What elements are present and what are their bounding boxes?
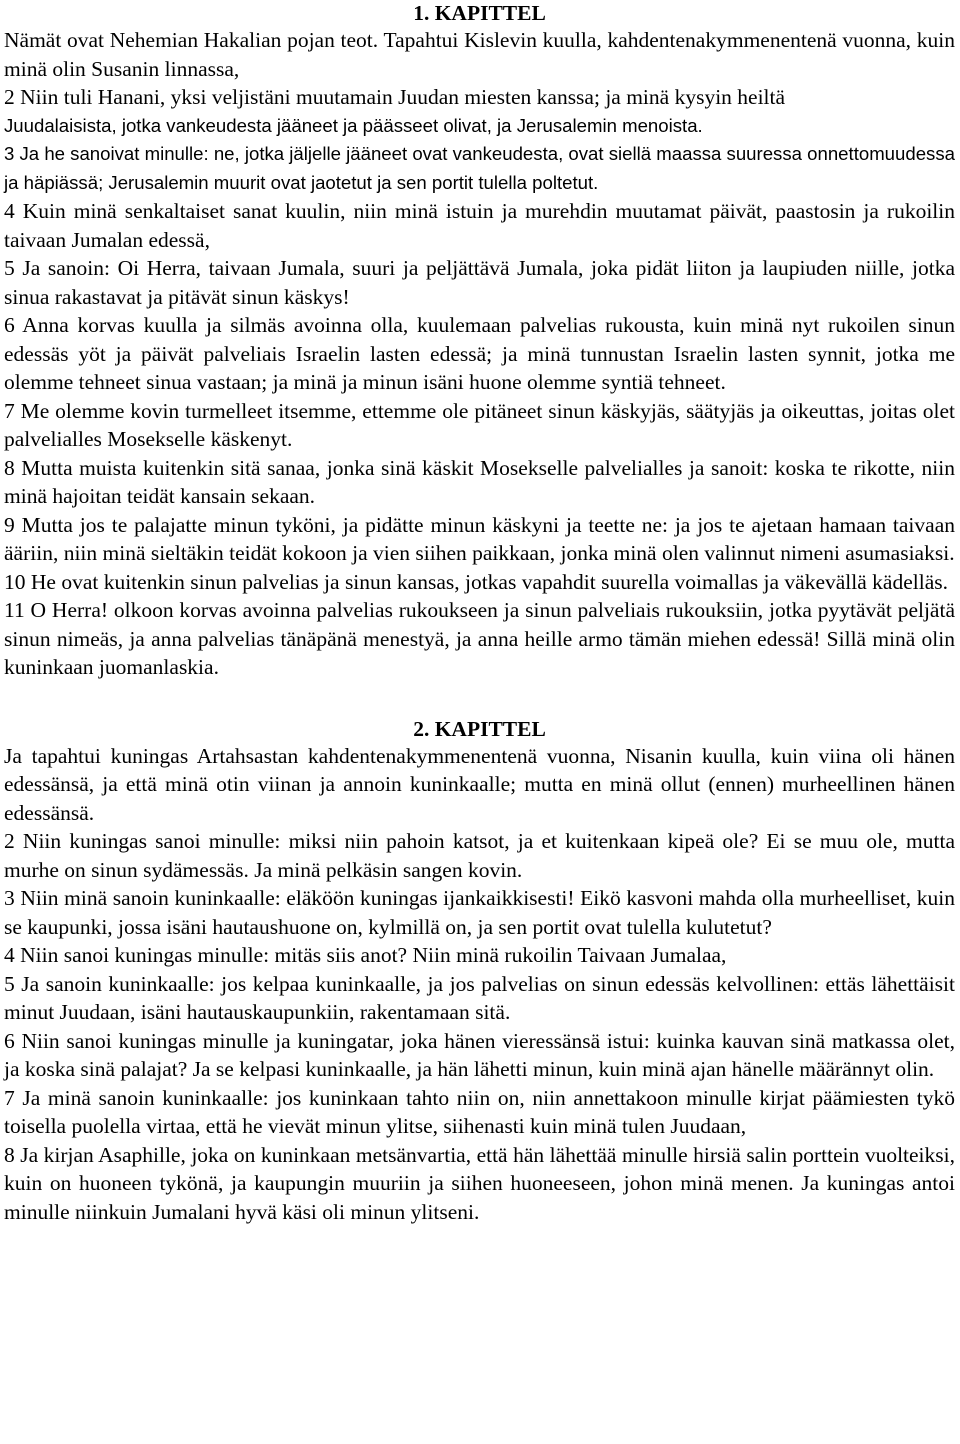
chapter-1-verse-3: 3 Ja he sanoivat minulle: ne, jotka jäljelle jääneet ovat vankeudesta, ovat siellä maassa suuressa onnettomuudessa ja häpiässä; Jerusalemin muurit ovat jaotetut ja sen portit tulella poltetut. xyxy=(4,143,955,193)
chapter-1-verse-5: 5 Ja sanoin: Oi Herra, taivaan Jumala, suuri ja peljättävä Jumala, joka pidät liiton ja laupiuden niille, jotka sinua rakastavat ja pitävät sinun käskys! xyxy=(4,256,955,309)
chapter-1-verse-8: 8 Mutta muista kuitenkin sitä sanaa, jonka sinä käskit Mosekselle palvelialles ja sanoit: koska te rikotte, niin minä hajoitan teidät kansain sekaan. xyxy=(4,455,955,508)
document-page xyxy=(4,0,955,1226)
chapter-2-verse-5: 5 Ja sanoin kuninkaalle: jos kelpaa kuninkaalle, ja jos palvelias on sinun edessäs kelvollinen: ettäs lähettäisit minut Juudaan, isäni hautauskaupunkiin, rakentamaan sitä. xyxy=(4,971,955,1024)
chapter-1-verse-2-continuation: Juudalaisista, jotka vankeudesta jääneet ja päässeet olivat, ja Jerusalemin menoista. xyxy=(4,114,703,136)
chapter-1-verse-intro: Nämät ovat Nehemian Hakalian pojan teot. Tapahtui Kislevin kuulla, kahdentenakymmenentenä vuonna, kuin minä olin Susanin linnassa, xyxy=(4,28,955,81)
chapter-1-verse-6: 6 Anna korvas kuulla ja silmäs avoinna olla, kuulemaan palvelias rukousta, kuin minä nyt rukoilen sinun edessäs yöt ja päivät palveliais Israelin lasten edessä; ja minä tunnustan Israelin lasten synnit, jotka me olemme tehneet sinua vastaan; ja minä ja minun isäni huone olemme syntiä tehneet. xyxy=(4,313,955,394)
chapter-separator xyxy=(4,682,955,716)
chapter-2-verse-1: Ja tapahtui kuningas Artahsastan kahdentenakymmenentenä vuonna, Nisanin kuulla, kuin viina oli hänen edessänsä, ja että minä otin viinan ja annoin kuninkaalle; mutta en minä ollut (ennen) murheellinen hänen edessänsä. xyxy=(4,743,955,825)
chapter-2-verse-2: 2 Niin kuningas sanoi minulle: miksi niin pahoin katsot, ja et kuitenkaan kipeä ole? Ei se muu ole, mutta murhe on sinun sydämessäs. Ja minä pelkäsin sangen kovin. xyxy=(4,829,955,882)
chapter-2-verse-3: 3 Niin minä sanoin kuninkaalle: eläköön kuningas ijankaikkisesti! Eikö kasvoni mahda olla murheelliset, kuin se kaupunki, jossa isäni hautaushuone on, kylmillä on, ja sen portit ovat tulella kulutetut? xyxy=(4,886,955,939)
chapter-1-verse-4: 4 Kuin minä senkaltaiset sanat kuulin, niin minä istuin ja murehdin muutamat päivät, paastosin ja rukoilin taivaan Jumalan edessä, xyxy=(4,199,955,252)
chapter-2-verse-7: 7 Ja minä sanoin kuninkaalle: jos kuninkaan tahto niin on, niin annettakoon minulle kirjat päämiesten tykö toisella puolella virtaa, että he vievät minun ylitse, siihenasti kuin minä tulen Juudaan, xyxy=(4,1085,955,1138)
chapter-1-verse-9: 9 Mutta jos te palajatte minun tyköni, ja pidätte minun käskyni ja teette ne: ja jos te ajetaan hamaan taivaan ääriin, niin minä sieltäkin teidät kokoon ja vien siihen paikkaan, jonka minä olen valinnut nimeni asumasiaksi. xyxy=(4,512,955,565)
chapter-1-verse-2: 2 Niin tuli Hanani, yksi veljistäni muutamain Juudan miesten kanssa; ja minä kysyin heiltä xyxy=(4,85,786,109)
chapter-2-verse-4: 4 Niin sanoi kuningas minulle: mitäs siis anot? Niin minä rukoilin Taivaan Jumalaa, xyxy=(4,943,727,967)
chapter-1-title: 1. KAPITTEL xyxy=(413,1,546,25)
chapter-1-verse-10: 10 He ovat kuitenkin sinun palvelias ja sinun kansas, jotkas vapahdit suurella voimallas ja väkevällä kädelläs. xyxy=(4,569,948,594)
chapter-2-title: 2. KAPITTEL xyxy=(413,716,546,741)
chapter-1-verse-11: 11 O Herra! olkoon korvas avoinna palvelias rukoukseen ja sinun palveliais rukouksiin, jotka pyytävät peljätä sinun nimeäs, ja anna palvelias tänäpänä menestyä, ja anna heille armo tämän miehen edessä! Sillä minä olin kuninkaan juomanlaskia. xyxy=(4,598,955,679)
chapter-2-verse-8: 8 Ja kirjan Asaphille, joka on kuninkaan metsänvartia, että hän lähettää minulle hirsiä salin porttein vuolteiksi, kuin on huoneen tykönä, ja kaupungin muuriin ja siihen huoneeseen, johon minä menen. Ja kuningas antoi minulle niinkuin Jumalani hyvä käsi oli minun ylitseni. xyxy=(4,1142,955,1224)
chapter-1-verse-7: 7 Me olemme kovin turmelleet itsemme, ettemme ole pitäneet sinun käskyjäs, säätyjäs ja oikeuttas, joitas olet palvelialles Mosekselle käskenyt. xyxy=(4,398,955,451)
chapter-2-verse-6: 6 Niin sanoi kuningas minulle ja kuningatar, joka hänen vieressänsä istui: kuinka kauvan sinä matkassa olet, ja koska sinä palajat? Ja se kelpasi kuninkaalle, ja hän lähetti minun, kuin minä ajan hänelle määrännyt olin. xyxy=(4,1028,955,1081)
